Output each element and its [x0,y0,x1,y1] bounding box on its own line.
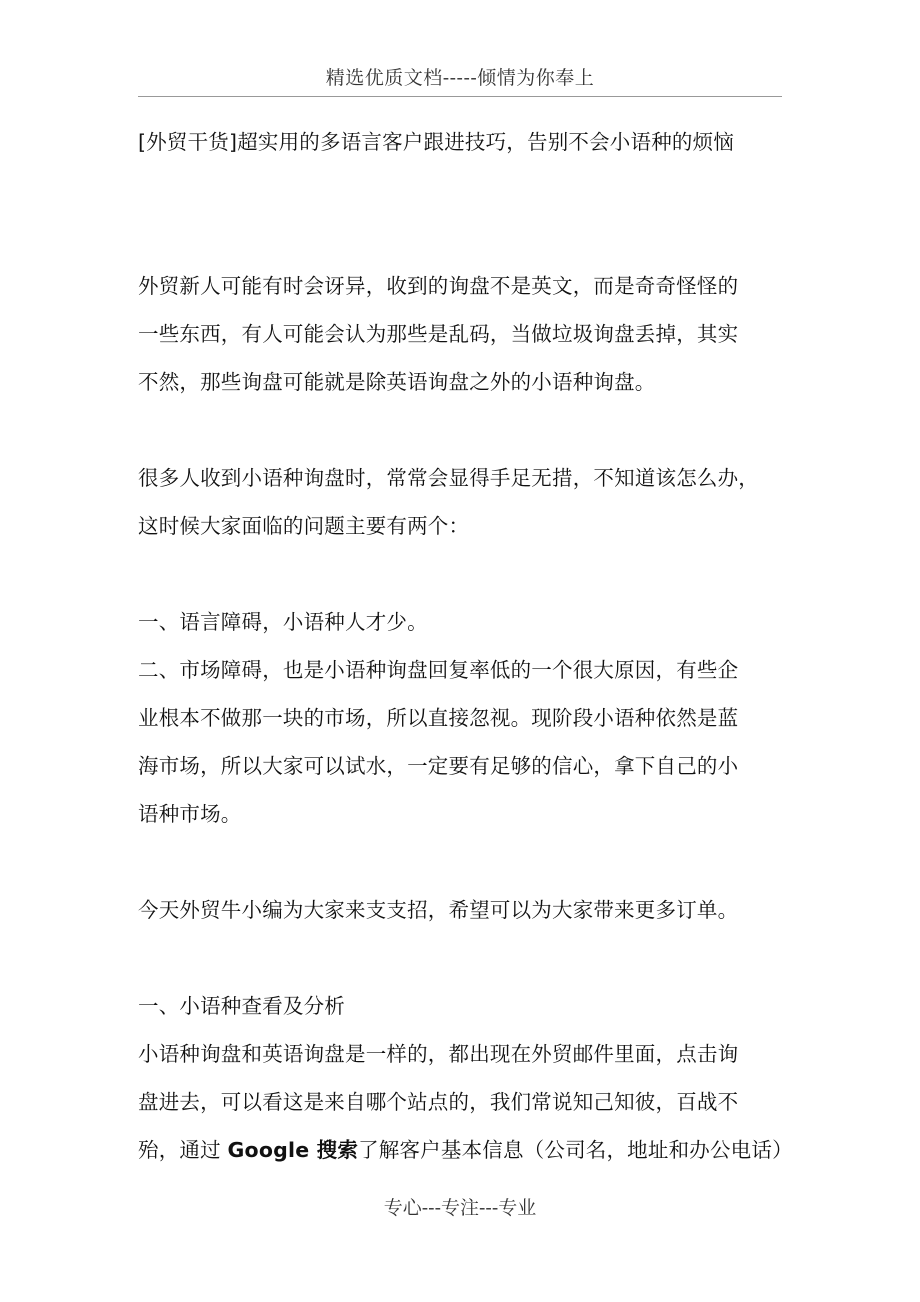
text-line: 一些东西，有人可能会认为那些是乱码，当做垃圾询盘丢掉，其实 [138,322,739,346]
text-line: 这时候大家面临的问题主要有两个： [138,514,470,538]
text-line: 小语种询盘和英语询盘是一样的，都出现在外贸邮件里面，点击询 [138,1042,739,1066]
text-line: 二、市场障碍，也是小语种询盘回复率低的一个很大原因，有些企 [138,658,739,682]
text-line: 盘进去，可以看这是来自哪个站点的，我们常说知己知彼，百战不 [138,1090,739,1114]
bold-keyword: Google 搜索 [227,1138,359,1162]
spacer [138,166,788,214]
text-line: 业根本不做那一块的市场，所以直接忽视。现阶段小语种依然是蓝 [138,706,739,730]
paragraph-2 [138,454,788,550]
page-header: 精选优质文档-----倾情为你奉上 [325,67,595,89]
text-line: 不然，那些询盘可能就是除英语询盘之外的小语种询盘。 [138,370,656,394]
document-body [138,118,793,1174]
paragraph-5 [138,982,793,1174]
paragraph-1 [138,262,788,406]
document-title: [外贸干货]超实用的多语言客户跟进技巧，告别不会小语种的烦恼 [138,130,734,154]
text-line: 外贸新人可能有时会讶异，收到的询盘不是英文，而是奇奇怪怪的 [138,274,739,298]
section-heading: 一、小语种查看及分析 [138,994,345,1018]
spacer [138,934,788,982]
header-divider [138,96,782,97]
spacer [138,838,788,886]
paragraph-4 [138,886,788,934]
spacer [138,406,788,454]
text-line: 今天外贸牛小编为大家来支支招，希望可以为大家带来更多订单。 [138,898,739,922]
spacer [138,214,788,262]
spacer [138,550,788,598]
page-footer: 专心---专注---专业 [383,1197,537,1219]
text-segment: 殆，通过 [138,1138,228,1162]
text-line: 一、语言障碍，小语种人才少。 [138,610,428,634]
text-segment: 了解客户基本信息（公司名，地址和办公电话） [358,1138,793,1162]
text-line-with-bold [138,1126,793,1174]
text-line: 海市场，所以大家可以试水，一定要有足够的信心，拿下自己的小 [138,754,739,778]
text-line: 语种市场。 [138,802,242,826]
text-line: 很多人收到小语种询盘时，常常会显得手足无措，不知道该怎么办， [138,466,759,490]
paragraph-3 [138,598,788,838]
